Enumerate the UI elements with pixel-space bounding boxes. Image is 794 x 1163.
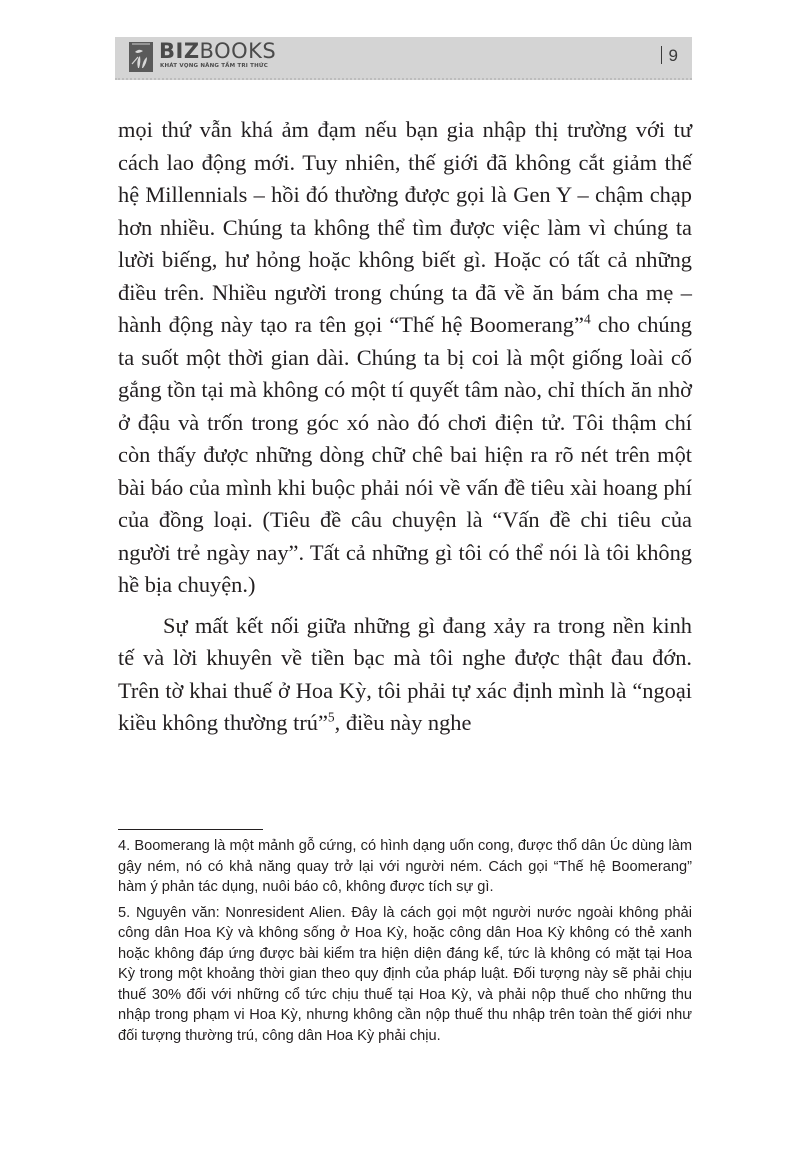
footnote-4 (118, 836, 692, 898)
footnote-text: Boomerang là một mảnh gỗ cứng, có hình dạng uốn cong, được thổ dân Úc dùng làm gậy ném, nó có khả năng quay trở lại với người ném. Cách gọi “Thế hệ Boomerang” hàm ý phản tác dụng, nuôi báo cô, không được tích sự gì. (118, 838, 692, 895)
footnote-text: Nguyên văn: Nonresident Alien. Đây là cách gọi một người nước ngoài không phải công dân Hoa Kỳ và không sống ở Hoa Kỳ, hoặc công dân Hoa Kỳ không có thẻ xanh hoặc không đáp ứng được bài kiểm tra hiện diện đáng kể, tức là không có mặt tại Hoa Kỳ trong một khoảng thời gian theo quy định của pháp luật. Đối tượng này sẽ phải chịu thuế 30% đối với những cổ tức chịu thuế tại Hoa Kỳ, và phải nộp thuế cho những thu nhập trong phạm vi Hoa Kỳ, nhưng không cần nộp thuế thu nhập trên toàn thế giới như đối tượng thường trú, công dân Hoa Kỳ phải chịu. (118, 904, 692, 1044)
book-logo-icon (129, 42, 153, 72)
running-header (115, 37, 692, 80)
paragraph-text: cho chúng ta suốt một thời gian dài. Chúng ta bị coi là một giống loài cố gắng tồn tại mà không có một tí quyết tâm nào, chỉ thích ăn nhờ ở đậu và trốn trong góc xó nào đó chơi điện tử. Tôi thậm chí còn thấy được những dòng chữ chê bai hiện ra rõ nét trên một bài báo của mình khi buộc phải nói về vấn đề tiêu xài hoang phí của đồng loại. (Tiêu đề câu chuyện là “Vấn đề chi tiêu của người trẻ ngày nay”. Tất cả những gì tôi có thể nói là tôi không hề bịa chuyện.) (118, 312, 692, 597)
brand-light: BOOKS (199, 39, 277, 63)
paragraph-1 (118, 114, 692, 602)
footnote-number: 5. (118, 904, 131, 921)
body-text (118, 114, 692, 740)
brand-tagline: KHÁT VỌNG NÂNG TẦM TRI THỨC (160, 63, 268, 69)
brand-bold: BIZ (159, 39, 200, 63)
paragraph-text: Sự mất kết nối giữa những gì đang xảy ra trong nền kinh tế và lời khuyên về tiền bạc mà tôi nghe được thật đau đớn. Trên tờ khai thuế ở Hoa Kỳ, tôi phải tự xác định mình là “ngoại kiều không thường trú” (118, 612, 692, 735)
paragraph-text: , điều này nghe (334, 710, 472, 735)
page-number-separator (661, 46, 662, 64)
page-number-value: 9 (668, 46, 678, 65)
paragraph-2 (118, 610, 692, 740)
brand-logo-text (159, 39, 276, 63)
page-number (661, 46, 678, 66)
footnote-5 (118, 903, 692, 1047)
footnote-number: 4. (118, 838, 131, 854)
paragraph-text: mọi thứ vẫn khá ảm đạm nếu bạn gia nhập thị trường với tư cách lao động mới. Tuy nhiên, thế giới đã không cắt giảm thế hệ Millennials – hồi đó thường được gọi là Gen Y – chậm chạp hơn nhiều. Chúng ta không thể tìm được việc làm vì chúng ta lười biếng, hư hỏng hoặc không biết gì. Hoặc có tất cả những điều trên. Nhiều người trong chúng ta đã về ăn bám cha mẹ – hành động này tạo ra tên gọi “Thế hệ Boomerang” (118, 117, 692, 337)
footnote-divider (118, 829, 263, 830)
footnote-ref-4[interactable]: 4 (583, 311, 591, 327)
footnote-ref-5[interactable]: 5 (327, 709, 335, 725)
footnotes (118, 836, 692, 1051)
